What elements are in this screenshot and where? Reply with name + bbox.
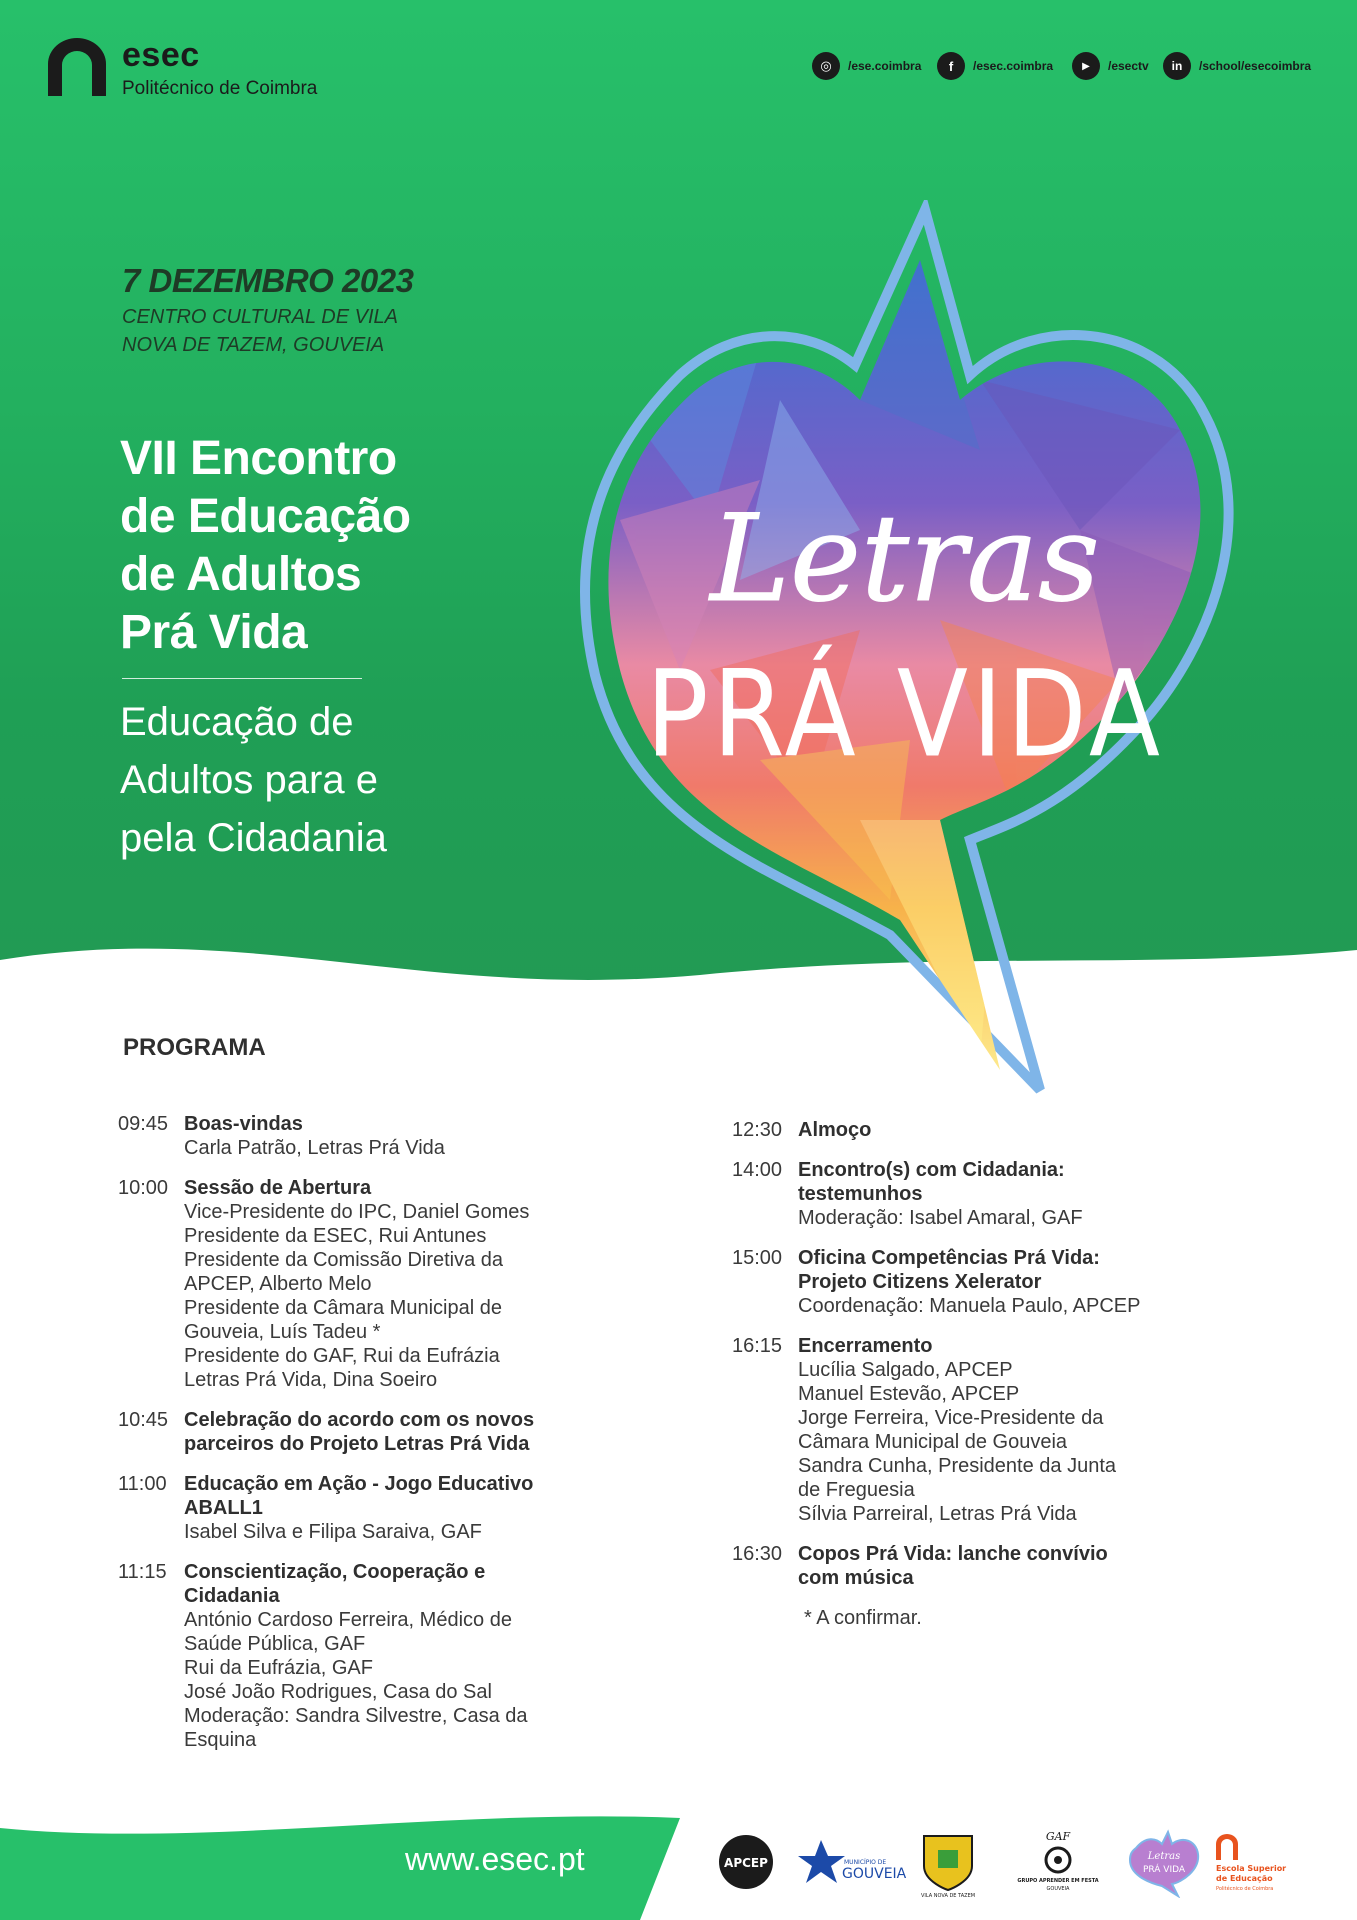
program-title: Celebração do acordo com os novos (184, 1409, 535, 1431)
program-title: Oficina Competências Prá Vida: (798, 1247, 1100, 1269)
svg-text:APCEP: APCEP (724, 1856, 768, 1870)
program-item (118, 1560, 618, 1752)
program-title: Projeto Citizens Xelerator (798, 1271, 1042, 1293)
program-item (732, 1334, 1252, 1526)
program-title: Sessão de Abertura (184, 1177, 372, 1199)
program-line: Letras Prá Vida, Dina Soeiro (184, 1369, 438, 1391)
program-title: ABALL1 (184, 1497, 263, 1519)
program-title: Encerramento (798, 1335, 933, 1357)
program-item (732, 1246, 1252, 1318)
venue-line: CENTRO CULTURAL DE VILA (122, 306, 398, 328)
program-line: Moderação: Sandra Silvestre, Casa da (184, 1705, 528, 1727)
title-line: de Adultos (120, 548, 362, 601)
social-instagram[interactable] (812, 52, 921, 80)
confirm-note: * A confirmar. (804, 1607, 922, 1629)
esec-arch-icon (48, 38, 106, 96)
subtitle-line: Educação de (120, 700, 354, 744)
program-item (118, 1112, 618, 1160)
social-facebook[interactable] (937, 52, 1053, 80)
venue-line: NOVA DE TAZEM, GOUVEIA (122, 334, 385, 356)
program-line: Moderação: Isabel Amaral, GAF (798, 1207, 1083, 1229)
brand-name: esec (122, 36, 200, 74)
apcep-logo (719, 1835, 773, 1889)
program-line: Coordenação: Manuela Paulo, APCEP (798, 1295, 1141, 1317)
subtitle-line: pela Cidadania (120, 816, 387, 860)
gaf-logo (1017, 1830, 1098, 1892)
program-line: Presidente da Câmara Municipal de (184, 1297, 502, 1319)
program-line: Manuel Estevão, APCEP (798, 1383, 1020, 1405)
program-line: APCEP, Alberto Melo (184, 1273, 372, 1295)
program-item (118, 1176, 618, 1392)
program-title: com música (798, 1567, 914, 1589)
program-line: Sandra Cunha, Presidente da Junta (798, 1455, 1116, 1477)
program-line: Presidente do GAF, Rui da Eufrázia (184, 1345, 500, 1367)
social-handle: /esec.coimbra (973, 59, 1054, 73)
logo-text-pra-vida: PRÁ VIDA (645, 645, 1165, 785)
social-linkedin[interactable] (1163, 52, 1311, 80)
event-venue (122, 303, 452, 359)
program-line: Lucília Salgado, APCEP (798, 1359, 1013, 1381)
program-line: Gouveia, Luís Tadeu * (184, 1321, 381, 1343)
svg-text:GOUVEIA: GOUVEIA (1046, 1886, 1070, 1892)
svg-text:Politécnico de Coimbra: Politécnico de Coimbra (1216, 1886, 1274, 1892)
letras-pra-vida-heart-logo (560, 200, 1260, 1100)
website-link[interactable]: www.esec.pt (405, 1841, 585, 1877)
program-item (732, 1542, 1252, 1590)
program-line: António Cardoso Ferreira, Médico de (184, 1609, 512, 1631)
program-line: Saúde Pública, GAF (184, 1633, 366, 1655)
program-time: 16:15 (732, 1335, 783, 1357)
programa-heading: PROGRAMA (123, 1034, 266, 1061)
partner-logos (716, 1826, 1316, 1898)
program-column-right (732, 1118, 1252, 1630)
title-line: de Educação (120, 490, 411, 543)
svg-text:de Educação: de Educação (1216, 1874, 1273, 1883)
program-time: 11:15 (118, 1561, 167, 1583)
program-line: de Freguesia (798, 1479, 915, 1501)
social-handle: /esectv (1108, 59, 1149, 73)
program-title: Boas-vindas (184, 1113, 303, 1135)
vila-nova-tazem-crest (921, 1836, 975, 1898)
program-time: 14:00 (732, 1159, 783, 1181)
title-line: VII Encontro (120, 432, 397, 485)
program-line: Vice-Presidente do IPC, Daniel Gomes (184, 1201, 530, 1223)
program-time: 10:00 (118, 1177, 169, 1199)
title-line: Prá Vida (120, 606, 308, 659)
program-time: 16:30 (732, 1543, 783, 1565)
program-line: José João Rodrigues, Casa do Sal (184, 1681, 492, 1703)
program-title: Conscientização, Cooperação e (184, 1561, 486, 1583)
program-item (118, 1472, 618, 1544)
svg-text:Letras: Letras (1147, 1851, 1181, 1862)
program-line: Jorge Ferreira, Vice-Presidente da (798, 1407, 1104, 1429)
program-item (732, 1118, 1252, 1142)
program-line: Presidente da Comissão Diretiva da (184, 1249, 504, 1271)
program-time: 09:45 (118, 1113, 169, 1135)
program-time: 11:00 (118, 1473, 167, 1495)
program-title: testemunhos (798, 1183, 923, 1205)
svg-text:PRÁ VIDA: PRÁ VIDA (1142, 1865, 1186, 1875)
instagram-icon: ◎ (812, 52, 840, 80)
program-line: Presidente da ESEC, Rui Antunes (184, 1225, 487, 1247)
logo-text-letras: Letras (710, 490, 1100, 629)
social-handle: /ese.coimbra (848, 59, 922, 73)
esec-logo[interactable] (48, 38, 317, 100)
program-title: parceiros do Projeto Letras Prá Vida (184, 1433, 530, 1455)
program-title: Almoço (798, 1119, 872, 1141)
program-title: Copos Prá Vida: lanche convívio (798, 1543, 1108, 1565)
program-line: Rui da Eufrázia, GAF (184, 1657, 373, 1679)
program-time: 12:30 (732, 1119, 783, 1141)
svg-text:MUNICÍPIO DE: MUNICÍPIO DE (844, 1859, 887, 1866)
svg-text:Escola Superior: Escola Superior (1216, 1864, 1287, 1873)
svg-text:GAF: GAF (1045, 1830, 1071, 1843)
program-time: 10:45 (118, 1409, 169, 1431)
program-title: Encontro(s) com Cidadania: (798, 1159, 1065, 1181)
program-title: Cidadania (184, 1585, 280, 1607)
letras-pra-vida-small-logo (1130, 1832, 1198, 1896)
svg-text:GOUVEIA: GOUVEIA (842, 1866, 907, 1882)
brand-subtitle: Politécnico de Coimbra (122, 78, 318, 99)
linkedin-icon: in (1163, 52, 1191, 80)
municipio-gouveia-logo (798, 1840, 907, 1883)
program-line: Isabel Silva e Filipa Saraiva, GAF (184, 1521, 482, 1543)
social-youtube[interactable] (1072, 52, 1149, 80)
program-time: 15:00 (732, 1247, 783, 1269)
title-divider (122, 678, 362, 679)
program-title: Educação em Ação - Jogo Educativo (184, 1473, 534, 1495)
svg-text:GRUPO APRENDER EM FESTA: GRUPO APRENDER EM FESTA (1017, 1878, 1099, 1884)
program-column-left (118, 1112, 618, 1768)
escola-superior-educacao-logo (1216, 1834, 1286, 1892)
program-item (732, 1158, 1252, 1230)
program-line: Carla Patrão, Letras Prá Vida (184, 1137, 445, 1159)
youtube-icon: ▶ (1072, 52, 1100, 80)
program-line: Esquina (184, 1729, 257, 1751)
social-handle: /school/esecoimbra (1199, 59, 1312, 73)
footer-green-band (0, 1808, 700, 1920)
event-date: 7 DEZEMBRO 2023 (122, 262, 414, 299)
event-subtitle (120, 693, 480, 867)
event-title (120, 430, 540, 662)
program-line: Câmara Municipal de Gouveia (798, 1431, 1068, 1453)
program-item (118, 1408, 618, 1456)
program-line: Sílvia Parreiral, Letras Prá Vida (798, 1503, 1077, 1525)
svg-text:VILA NOVA DE TAZEM: VILA NOVA DE TAZEM (920, 1893, 976, 1898)
facebook-icon: f (937, 52, 965, 80)
subtitle-line: Adultos para e (120, 758, 378, 802)
